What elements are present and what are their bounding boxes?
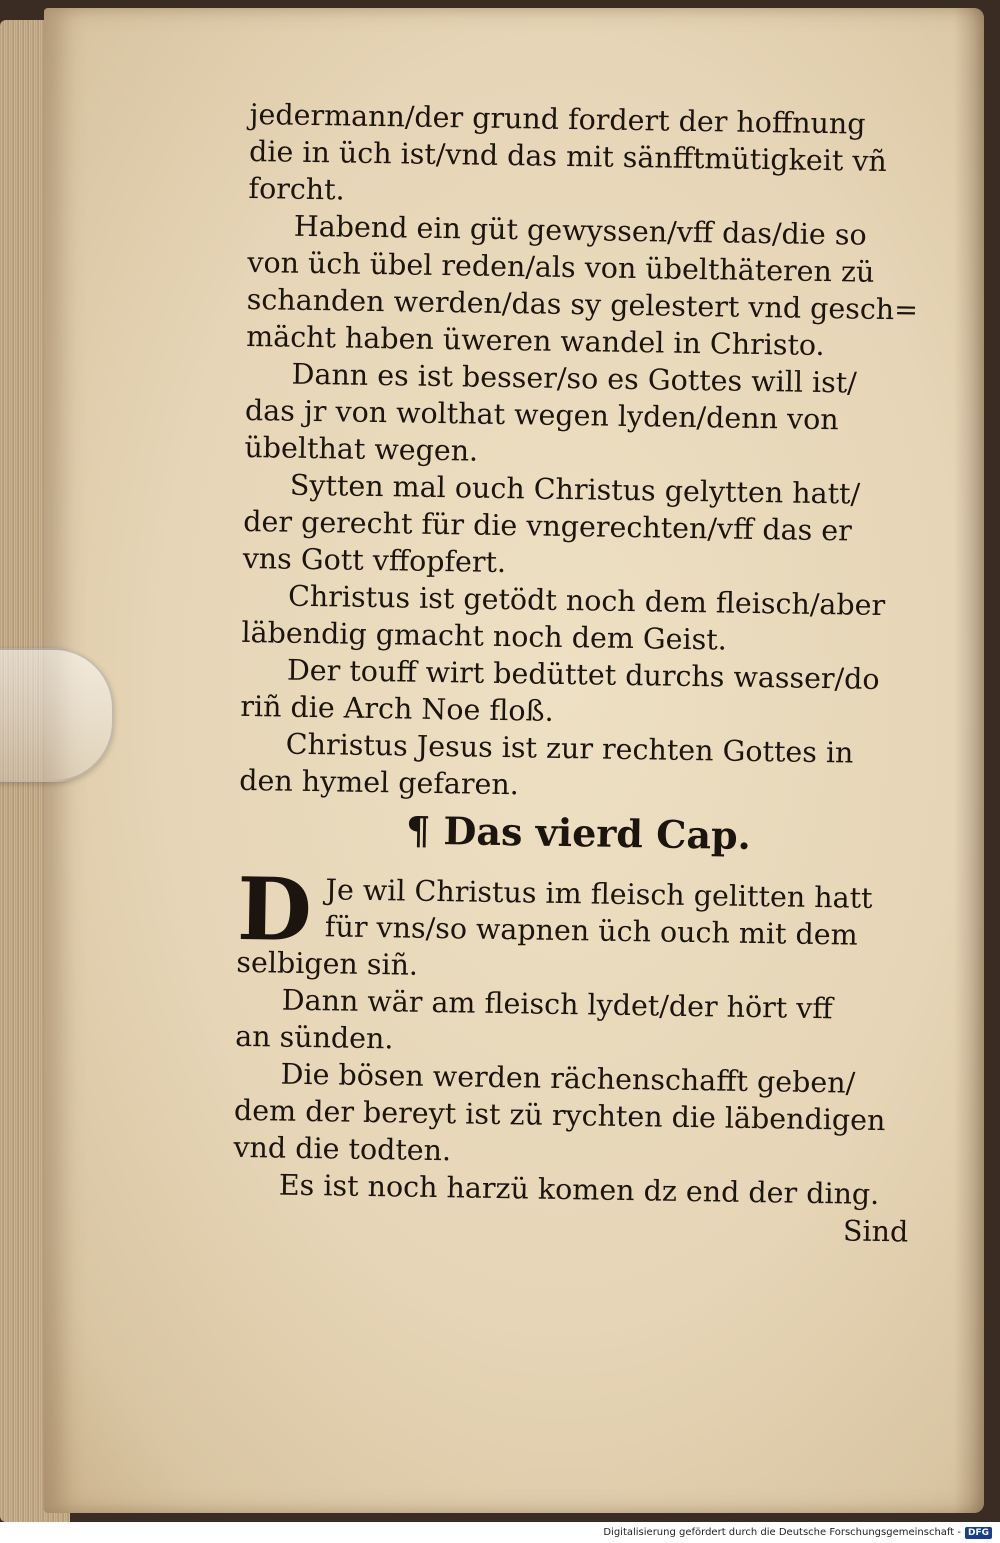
footer-credit: Digitalisierung gefördert durch die Deutsche Forschungsgemeinschaft - [603, 1527, 961, 1538]
text-line: läbendig gmacht noch dem Geist. [241, 615, 728, 657]
text-line: vnd die todten. [233, 1130, 452, 1168]
text-line: für vns/so wapnen üch ouch mit dem [324, 910, 858, 952]
text-line: riñ die Arch Noe floß. [240, 689, 554, 728]
text-line: Sytten mal ouch Christus gelytten hatt/ [289, 468, 861, 511]
text-line: mächt haben üweren wandel in Christo. [245, 319, 825, 363]
text-line: an sünden. [234, 1019, 394, 1056]
text-line: die in üch ist/vnd das mit sänfftmütigkeit vñ [248, 134, 888, 179]
text-before-heading [239, 96, 930, 810]
text-line: forcht. [248, 171, 345, 207]
initial-paragraph [236, 858, 918, 962]
text-line: Habend ein güt gewyssen/vff das/die so [293, 209, 867, 252]
text-line: Dann wär am fleisch lydet/der hört vff [281, 983, 833, 1026]
text-line: Der touff wirt bedüttet durchs wasser/do [286, 653, 880, 696]
text-line: der gerecht für die vngerechten/vff das er [243, 504, 853, 548]
catchword: Sind [842, 1214, 909, 1249]
text-line: dem der bereyt ist zü rychten die läbendigen [233, 1093, 886, 1138]
text-line: vns Gott vffopfert. [242, 541, 507, 580]
text-line: Die bösen werden rächenschafft geben/ [280, 1057, 856, 1100]
text-line: übelthat wegen. [244, 430, 479, 468]
decorated-initial: D [236, 858, 313, 962]
text-line: Dann es ist besser/so es Gottes will ist/ [291, 357, 858, 400]
page-text [232, 96, 930, 1251]
text-line: von üch übel reden/als von übelthäteren zü [247, 245, 875, 289]
text-line: Christus ist getödt noch dem fleisch/aber [287, 579, 886, 623]
digitization-footer [0, 1522, 1000, 1543]
dfg-logo: DFG [965, 1527, 992, 1539]
text-line: selbigen siñ. [236, 945, 419, 982]
chapter-heading: ¶ Das vierd Cap. [405, 807, 752, 858]
text-line: jedermann/der grund fordert der hoffnung [249, 97, 866, 141]
text-line: das jr von wolthat wegen lyden/denn von [244, 393, 839, 437]
page-gutter [954, 8, 984, 1513]
text-line: schanden werden/das sy gelestert vnd gesch= [246, 282, 919, 327]
text-after-heading [233, 944, 917, 1214]
text-line: Je wil Christus im fleisch gelitten hatt [325, 873, 873, 915]
text-line: Christus Jesus ist zur rechten Gottes in [285, 727, 854, 770]
text-line: Es ist noch harzü komen dz end der ding. [278, 1168, 880, 1212]
text-line: den hymel gefaren. [238, 763, 520, 802]
page-clip [0, 648, 114, 782]
